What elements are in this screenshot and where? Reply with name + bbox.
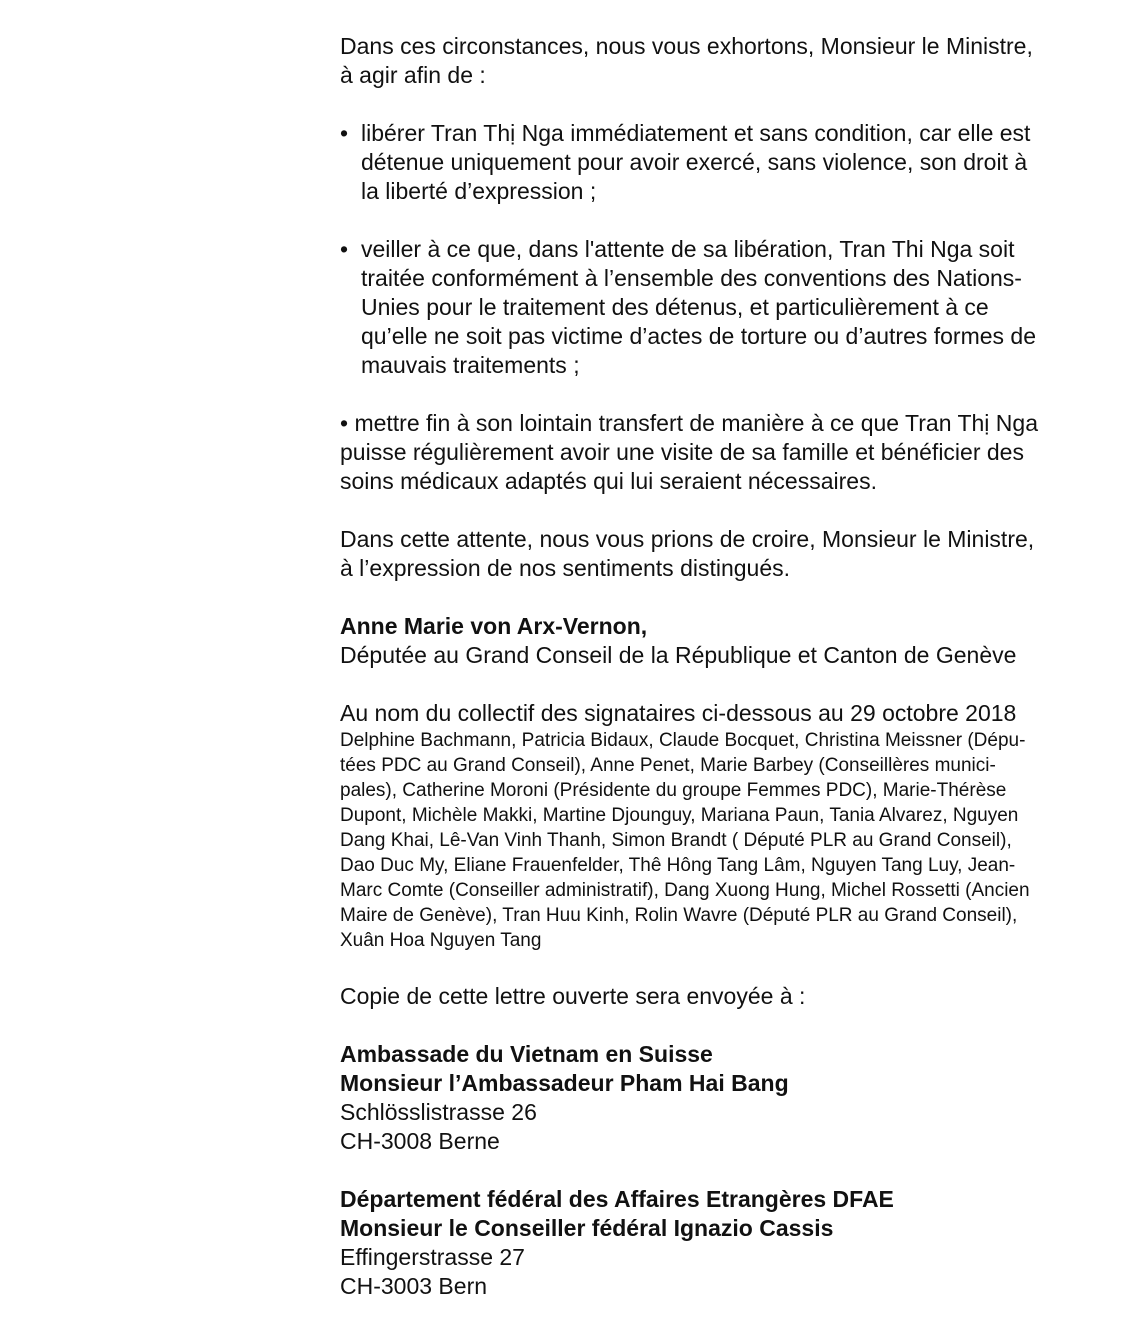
bullet-line: détenue uniquement pour avoir exercé, sans violence, son droit à [361,149,1028,175]
intro-paragraph [340,32,1120,90]
signatories-line: Dang Khai, Lê-Van Vinh Thanh, Simon Brandt ( Député PLR au Grand Conseil), [340,830,1012,851]
bullet-item-liberer [340,119,1120,206]
signatories-line: Marc Comte (Conseiller administratif), Dang Xuong Hung, Michel Rossetti (Ancien [340,880,1030,901]
recipient-org: Département fédéral des Affaires Etrangères DFAE [340,1186,894,1212]
recipient-street: Schlösslistrasse 26 [340,1099,537,1125]
signatories-line: tées PDC au Grand Conseil), Anne Penet, Marie Barbey (Conseillères munici- [340,755,996,776]
copy-intro: Copie de cette lettre ouverte sera envoyée à : [340,983,806,1009]
bullet-line: puisse régulièrement avoir une visite de sa famille et bénéficier des [340,439,1024,465]
recipient-org: Ambassade du Vietnam en Suisse [340,1041,713,1067]
closing-paragraph [340,525,1120,583]
signatories-line: Delphine Bachmann, Patricia Bidaux, Claude Bocquet, Christina Meissner (Dépu- [340,730,1026,751]
collective-intro: Au nom du collectif des signataires ci-dessous au 29 octobre 2018 [340,700,1017,726]
bullet-item-transfert [340,409,1120,496]
recipient-person: Monsieur l’Ambassadeur Pham Hai Bang [340,1070,789,1096]
signatories-line: Dupont, Michèle Makki, Martine Djounguy, Mariana Paun, Tania Alvarez, Nguyen [340,805,1019,826]
recipient-dfae [340,1185,1120,1301]
bullet-dot: • [340,120,349,146]
recipient-person: Monsieur le Conseiller fédéral Ignazio Cassis [340,1215,834,1241]
bullet-line: veiller à ce que, dans l'attente de sa libération, Tran Thi Nga soit [361,236,1015,262]
signatories-line: Xuân Hoa Nguyen Tang [340,930,542,951]
recipient-city: CH-3003 Bern [340,1273,488,1299]
recipient-street: Effingerstrasse 27 [340,1244,525,1270]
bullet-line: soins médicaux adaptés qui lui seraient nécessaires. [340,468,877,494]
intro-line: Dans ces circonstances, nous vous exhortons, Monsieur le Ministre, [340,33,1033,59]
bullet-line: • mettre fin à son lointain transfert de manière à ce que Tran Thị Nga [340,410,1038,436]
closing-line: Dans cette attente, nous vous prions de croire, Monsieur le Ministre, [340,526,1035,552]
signatories-block [340,699,1120,953]
signature-block [340,612,1120,670]
bullet-line: qu’elle ne soit pas victime d’actes de torture ou d’autres formes de [361,323,1037,349]
bullet-line: la liberté d’expression ; [361,178,597,204]
bullet-dot: • [340,236,349,262]
intro-line: à agir afin de : [340,62,486,88]
closing-line: à l’expression de nos sentiments distingués. [340,555,791,581]
signer-title: Députée au Grand Conseil de la République et Canton de Genève [340,642,1017,668]
signatories-line: Dao Duc My, Eliane Frauenfelder, Thê Hông Tang Lâm, Nguyen Tang Luy, Jean- [340,855,1016,876]
recipient-city: CH-3008 Berne [340,1128,500,1154]
signatories-line: pales), Catherine Moroni (Présidente du groupe Femmes PDC), Marie-Thérèse [340,780,1007,801]
letter-page [340,32,1120,1301]
bullet-line: Unies pour le traitement des détenus, et particulièrement à ce [361,294,989,320]
bullet-item-veiller [340,235,1120,380]
bullet-line: traitée conformément à l’ensemble des conventions des Nations- [361,265,1022,291]
bullet-line: libérer Tran Thị Nga immédiatement et sans condition, car elle est [361,120,1031,146]
bullet-line: mauvais traitements ; [361,352,580,378]
recipient-embassy [340,1040,1120,1156]
signer-name: Anne Marie von Arx-Vernon, [340,613,648,639]
signatories-line: Maire de Genève), Tran Huu Kinh, Rolin Wavre (Député PLR au Grand Conseil), [340,905,1018,926]
